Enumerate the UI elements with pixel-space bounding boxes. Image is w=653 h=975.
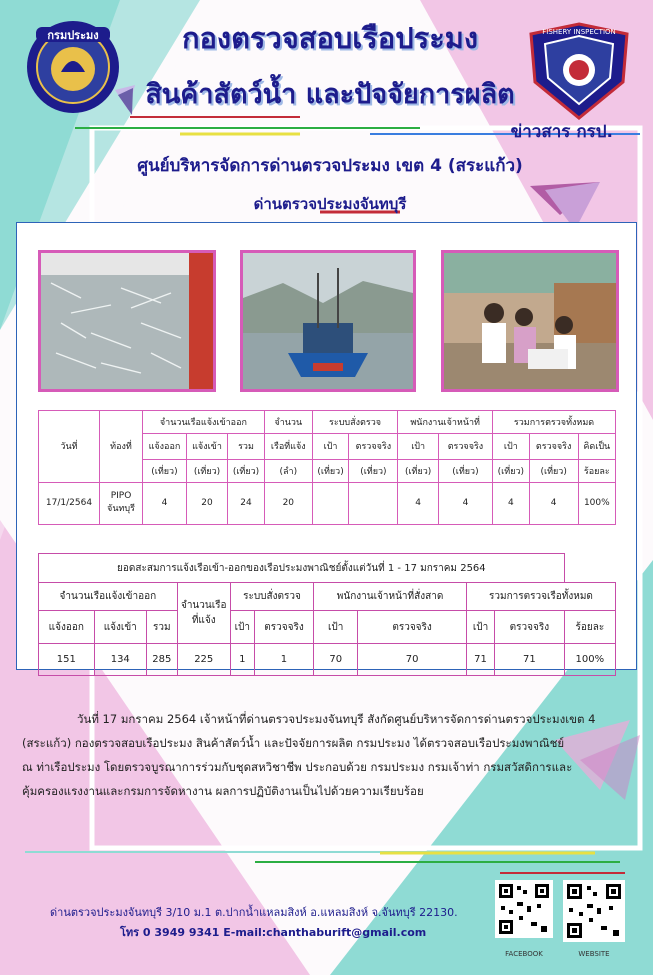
subheader: เป้า [493, 434, 530, 459]
header-system-order: ระบบสั่งตรวจ [312, 411, 398, 434]
cell-value [312, 482, 349, 524]
paragraph-line: ณ ท่าเรือประมง โดยตรวจบูรณาการร่วมกับชุดสหวิชาชีพ ประกอบด้วย กรมประมง กรมเจ้าท่า กรมสวัสดิการและ [22, 760, 573, 774]
department-of-fisheries-logo [26, 20, 121, 115]
unit-cell: (เที่ยว) [493, 459, 530, 482]
cell-value: 151 [39, 644, 95, 676]
unit-cell: (ลำ) [264, 459, 312, 482]
sub-title: ด่านตรวจประมงจันทบุรี [253, 195, 407, 213]
cell-value: 71 [466, 644, 494, 676]
inspection-team-photo [441, 250, 619, 392]
subheader: ตรวจจริง [254, 610, 313, 644]
unit-cell: (เที่ยว) [312, 459, 349, 482]
footer-contact: โทร 0 3949 9341 E-mail:chanthaburift@gmail.com [120, 926, 427, 939]
subheader: ตรวจจริง [495, 610, 565, 644]
subheader: แจ้งเข้า [94, 610, 146, 644]
facebook-label: FACEBOOK [505, 950, 543, 958]
group-header: จำนวนเรือที่แจ้ง [177, 583, 230, 644]
subheader: เป้า [466, 610, 494, 644]
fish-catch-photo [38, 250, 216, 392]
unit-cell: ร้อยละ [578, 459, 615, 482]
cell-value: 4 [398, 482, 439, 524]
svg-text:FISHERY INSPECTION: FISHERY INSPECTION [542, 28, 616, 36]
subheader: แจ้งเข้า [186, 434, 227, 459]
subheader: ตรวจจริง [358, 610, 467, 644]
header-place: ท้องที่ [100, 411, 143, 483]
subheader: เป้า [398, 434, 439, 459]
cell-value: 20 [264, 482, 312, 524]
cell-value: 70 [358, 644, 467, 676]
unit-cell: (เที่ยว) [438, 459, 492, 482]
group-header: จำนวนเรือแจ้งเข้าออก [39, 583, 178, 610]
group-header: รวมการตรวจเรือทั้งหมด [466, 583, 615, 610]
header-notify-count: จำนวนเรือแจ้งเข้าออก [143, 411, 265, 434]
cell-value: 20 [186, 482, 227, 524]
cumulative-table [38, 553, 616, 676]
paragraph-line: วันที่ 17 มกราคม 2564 เจ้าหน้าที่ด่านตรวจประมงจันทบุรี สังกัดศูนย์บริหารจัดการด่านตรวจประมงเขต 4 [77, 712, 596, 726]
cell-place: PIPO จันทบุรี [100, 482, 143, 524]
paragraph-line: (สระแก้ว) กองตรวจสอบเรือประมง สินค้าสัตว์น้ำ และปัจจัยการผลิต กรมประมง ได้ตรวจสอบเรือประมงพาณิชย์ [22, 736, 565, 750]
cell-value: 4 [493, 482, 530, 524]
cell-value: 225 [177, 644, 230, 676]
cell-value: 4 [143, 482, 187, 524]
header-count: จำนวน [264, 411, 312, 434]
news-paragraph [22, 707, 632, 803]
fishing-boat-photo [240, 250, 416, 392]
cell-value: 71 [495, 644, 565, 676]
unit-cell: (เที่ยว) [529, 459, 578, 482]
group-header: พนักงานเจ้าหน้าที่สั่งสาด [314, 583, 467, 610]
header-officer: พนักงานเจ้าหน้าที่ [398, 411, 493, 434]
footer-address: ด่านตรวจประมงจันทบุรี 3/10 ม.1 ต.ปากน้ำแหลมสิงห์ อ.แหลมสิงห์ จ.จันทบุรี 22130. [50, 906, 458, 919]
table-row [39, 644, 616, 676]
cell-date: 17/1/2564 [39, 482, 100, 524]
header-date: วันที่ [39, 411, 100, 483]
center-title: ศูนย์บริหารจัดการด่านตรวจประมง เขต 4 (สระแก้ว) [137, 156, 523, 176]
subheader: ตรวจจริง [438, 434, 492, 459]
subheader: เป้า [314, 610, 358, 644]
cell-value: 134 [94, 644, 146, 676]
header-title-line1: กองตรวจสอบเรือประมง [181, 21, 479, 55]
unit-cell: (เที่ยว) [186, 459, 227, 482]
subheader: แจ้งออก [143, 434, 187, 459]
subheader: เรือที่แจ้ง [264, 434, 312, 459]
group-header: ระบบสั่งตรวจ [230, 583, 313, 610]
svg-text:กรมประมง: กรมประมง [47, 29, 99, 42]
cell-value [349, 482, 398, 524]
unit-cell: (เที่ยว) [349, 459, 398, 482]
header-title-line2: สินค้าสัตว์น้ำ และปัจจัยการผลิต [145, 79, 515, 110]
cell-value: 100% [578, 482, 615, 524]
subheader: แจ้งออก [39, 610, 95, 644]
subheader: คิดเป็น [578, 434, 615, 459]
daily-inspection-table [38, 410, 616, 525]
cell-value: 1 [230, 644, 254, 676]
subheader: เป้า [312, 434, 349, 459]
unit-cell: (เที่ยว) [143, 459, 187, 482]
paragraph-line: คุ้มครองแรงงานและกรมการจัดหางาน ผลการปฏิบัติงานเป็นไปด้วยความเรียบร้อย [22, 784, 424, 798]
cell-value: 100% [564, 644, 615, 676]
cell-value: 4 [529, 482, 578, 524]
cumulative-table-title: ยอดสะสมการแจ้งเรือเข้า-ออกของเรือประมงพาณิชย์ตั้งแต่วันที่ 1 - 17 มกราคม 2564 [39, 554, 565, 583]
subheader: เป้า [230, 610, 254, 644]
header-total-inspection: รวมการตรวจทั้งหมด [493, 411, 616, 434]
cell-value: 4 [438, 482, 492, 524]
subheader: ตรวจจริง [529, 434, 578, 459]
subheader: รวม [146, 610, 177, 644]
subheader: ร้อยละ [564, 610, 615, 644]
unit-cell: (เที่ยว) [398, 459, 439, 482]
unit-cell: (เที่ยว) [228, 459, 265, 482]
cell-value: 285 [146, 644, 177, 676]
cell-value: 1 [254, 644, 313, 676]
facebook-qr-code[interactable] [495, 880, 553, 938]
cell-value: 70 [314, 644, 358, 676]
table-row [39, 482, 616, 524]
subheader: ตรวจจริง [349, 434, 398, 459]
website-label: WEBSITE [578, 950, 610, 958]
news-label: ข่าวสาร กรป. [510, 122, 613, 142]
subheader: รวม [228, 434, 265, 459]
website-qr-code[interactable] [563, 880, 625, 942]
cell-value: 24 [228, 482, 265, 524]
